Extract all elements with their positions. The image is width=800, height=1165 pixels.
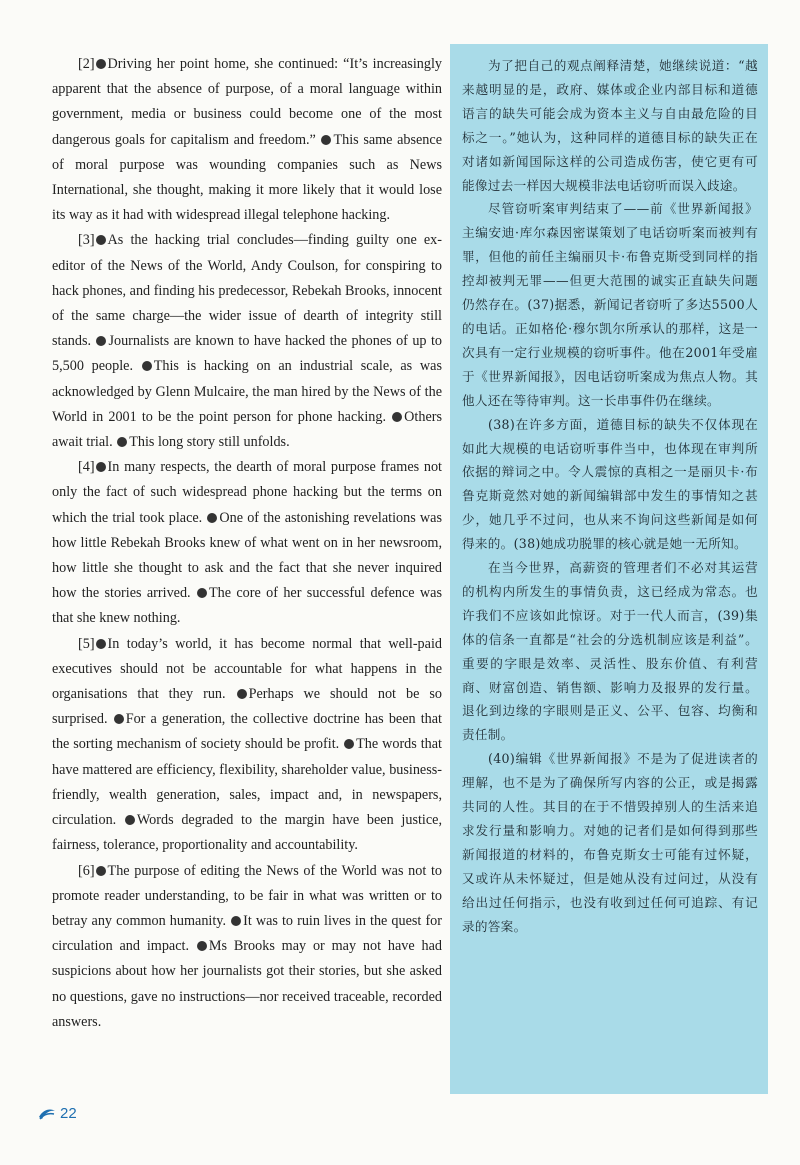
sentence: This long story still unfolds. [129,434,290,451]
paragraph-number: [3] [78,232,95,249]
sentence-marker-icon [197,941,207,951]
paragraph-number: [6] [78,862,95,879]
sentence-marker-icon [125,815,135,825]
sentence: This is hacking on an industrial scale, as was acknowledged by Glenn Mulcaire, the man hired by the News of the World in 2001 to be the point person for phone hacking. [52,358,442,425]
sentence: Perhaps we should not be so surprised. [52,686,442,728]
paragraph-number: [2] [78,56,95,72]
sentence: In many respects, the dearth of moral purpose frames not only the fact of such widespread phone hacking but the terms on which the trial took place. [52,459,442,526]
sentence: Ms Brooks may or may not have had suspicions about how her journalists got their stories, but she asked no questions, gave no instructions—nor received traceable, recorded answers. [52,938,442,1030]
sentence: The words that have mattered are efficiency, flexibility, shareholder value, business-friendly, wealth generation, sales, impact and, in newspapers, circulation. [52,736,443,829]
sentence: As the hacking trial concludes—finding guilty one ex-editor of the News of the World, Andy Coulson, for conspiring to hack phones, and finding his predecessor, Rebekah Brooks, innocent of the same charge—the wider issue of dearth of integrity still stands. [52,232,442,350]
sentence: Journalists are known to have hacked the phones of up to 5,500 people. [52,333,442,375]
sentence-marker-icon [142,361,152,371]
sentence-marker-icon [114,714,124,724]
sentence-marker-icon [197,588,207,598]
swoosh-icon [38,1107,56,1121]
english-column [52,52,442,1035]
chinese-translation-column [462,54,758,939]
english-paragraph [52,859,442,1035]
sentence: It was to ruin lives in the quest for circulation and impact. [52,912,442,955]
sentence-marker-icon [96,866,106,876]
english-paragraph [52,632,442,859]
sentence: Others await trial. [52,408,442,451]
sentence-marker-icon [96,462,106,472]
sentence-marker-icon [96,336,106,346]
chinese-paragraph-4: (38)在许多方面，道德目标的缺失不仅体现在如此大规模的电话窃听事件当中，也体现在审判所依据的辩词之中。令人震惊的真相之一是丽贝卡·布鲁克斯竟然对她的新闻编辑部中发生的事情知之甚少，她几乎不过问，也从来不询问这些新闻是如何得来的。(38)她成功脱罪的核心就是她一无所知。 [462,416,758,552]
chinese-paragraph-2: 为了把自己的观点阐释清楚，她继续说道：“越来越明显的是，政府、媒体或企业内部目标和道德语言的缺失可能会成为资本主义与自由最危险的目标之一。”她认为，这种同样的道德目标的缺失正在对诸如新闻国际这样的公司造成伤害，使它更有可能像过去一样因大规模非法电话窃听而误入歧途。 [462,58,758,193]
sentence: The purpose of editing the News of the World was not to promote reader understanding, to be fair in what was written or to betray any common humanity. [52,862,442,929]
english-paragraph [52,228,442,455]
sentence-marker-icon [231,916,241,926]
sentence-marker-icon [96,235,106,245]
paragraph-number: [4] [78,459,95,476]
sentence: Driving her point home, she continued: “It’s increasingly apparent that the absence of purpose, of a moral language within government, media or business could become one of the most dangerous goals for capitalism and freedom.” [52,56,442,148]
chinese-paragraph-5: 在当今世界，高薪资的管理者们不必对其运营的机构内所发生的事情负责，这已经成为常态。也许我们不应该如此惊讶。对于一代人而言，(39)集体的信条一直都是“社会的分选机制应该是利益”。重要的字眼是效率、灵活性、股东价值、有利营商、财富创造、销售额、影响力及报界的发行量。退化到边缘的字眼则是正义、公平、包容、均衡和责任制。 [462,560,758,743]
sentence: One of the astonishing revelations was how little Rebekah Brooks knew of what went on in her newsroom, how little she thought to ask and the fact that she never inquired how the stories arrived. [52,509,442,602]
sentence-marker-icon [344,739,354,749]
chinese-paragraph-3: 尽管窃听案审判结束了——前《世界新闻报》主编安迪·库尔森因密谋策划了电话窃听案而被判有罪，但他的前任主编丽贝卡·布鲁克斯受到同样的指控却被判无罪——但更大范围的诚实正直缺失问题仍然存在。(37)据悉，新闻记者窃听了多达5500人的电话。正如格伦·穆尔凯尔所承认的那样，这是一次具有一定行业规模的窃听事件。他在2001年受雇于《世界新闻报》，因电话窃听案成为焦点人物。其他人还在等待审判。这一长串事件仍在继续。 [462,201,758,408]
sentence: The core of her successful defence was that she knew nothing. [52,585,442,627]
paragraph-number: [5] [78,635,95,652]
sentence-marker-icon [321,135,331,145]
sentence-marker-icon [207,513,217,523]
sentence-marker-icon [96,639,106,649]
english-paragraph [52,455,442,631]
sentence-marker-icon [96,59,106,69]
sentence: This same absence of moral purpose was wounding companies such as News International, she thought, making it more likely that it would lose its way as it had with widespread illegal telephone hacking. [52,131,442,224]
sentence-marker-icon [237,689,247,699]
page-footer [38,1105,77,1122]
sentence-marker-icon [117,437,127,447]
sentence: Words degraded to the margin have been justice, fairness, tolerance, proportionality and accountability. [52,812,442,854]
sentence: For a generation, the collective doctrine has been that the sorting mechanism of society should be profit. [52,711,442,753]
chinese-paragraph-6: (40)编辑《世界新闻报》不是为了促进读者的理解，也不是为了确保所写内容的公正，或是揭露共同的人性。其目的在于不惜毁掉别人的生活来追求发行量和影响力。对她的记者们是如何得到那些新闻报道的材料的，布鲁克斯女士可能有过怀疑，又或许从未怀疑过，但是她从没有过问过，从没有给出过任何指示，也没有收到过任何可追踪、有记录的答案。 [462,751,758,934]
sentence: In today’s world, it has become normal that well-paid executives should not be accountable for what happens in the organisations that they run. [52,635,442,703]
english-paragraph [52,52,442,228]
page-number: 22 [60,1105,77,1122]
sentence-marker-icon [392,412,402,422]
